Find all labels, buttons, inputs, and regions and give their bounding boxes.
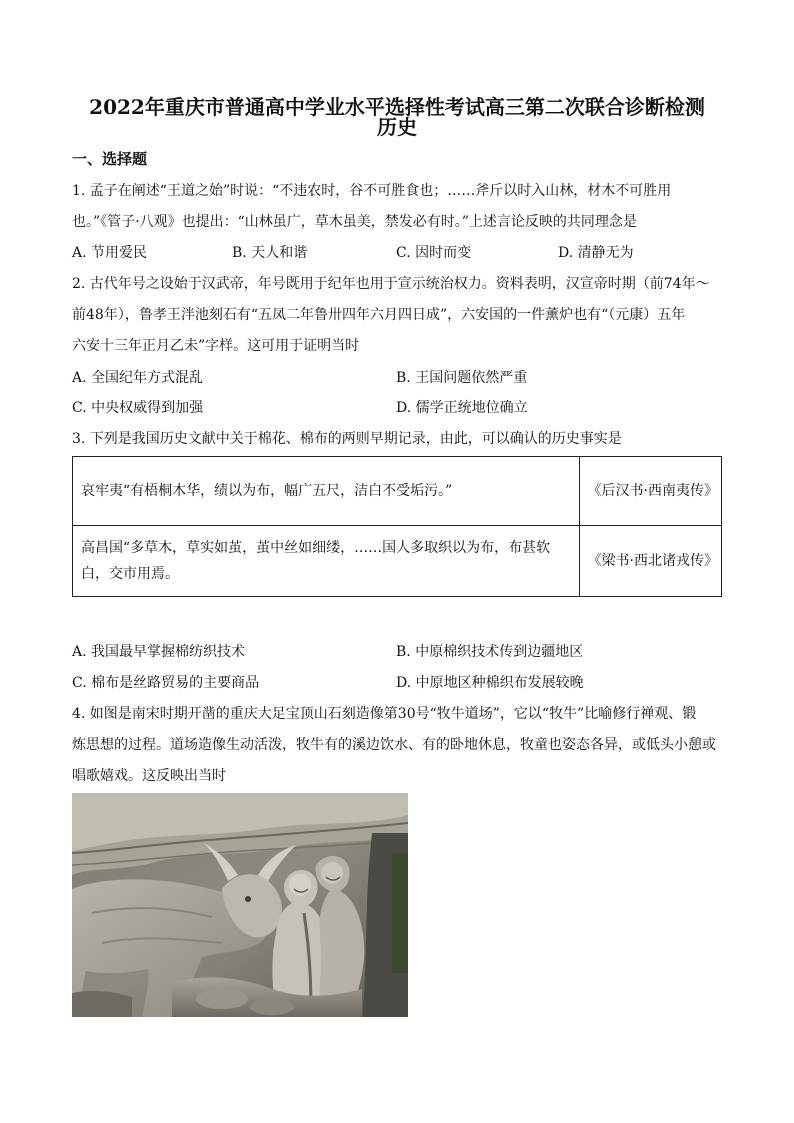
q3-quote-1: 哀牢夷“有梧桐木华，绩以为布，幅广五尺，洁白不受垢污。” (73, 457, 580, 526)
subject-title: 历史 (377, 115, 417, 139)
table-row (73, 526, 722, 597)
q3-quote-2: 高昌国“多草木，草实如茧，茧中丝如细缕，……国人多取织以为布，布甚软白，交市用焉。 (73, 526, 580, 597)
q3-source-2: 《梁书·西北诸戎传》 (579, 526, 721, 597)
q2-option-b[interactable]: B. 王国问题依然严重 (396, 370, 528, 386)
q3-source-table (72, 456, 722, 597)
q3-stem-line-1: 3. 下列是我国历史文献中关于棉花、棉布的两则早期记录，由此，可以确认的历史事实是 (72, 431, 622, 447)
q3-source-1: 《后汉书·西南夷传》 (579, 457, 721, 526)
q1-option-b[interactable]: B. 天人和谐 (232, 245, 308, 261)
exam-title: 2022年重庆市普通高中学业水平选择性考试高三第二次联合诊断检测 (89, 95, 705, 119)
q2-stem-line-3: 六安十三年正月乙未”字样。这可用于证明当时 (72, 338, 360, 354)
q1-stem-line-1: 1. 孟子在阐述“王道之始”时说：“不违农时，谷不可胜食也；……斧斤以时入山林，材木不可胜用 (72, 183, 672, 199)
q4-stem-line-1: 4. 如图是南宋时期开凿的重庆大足宝顶山石刻造像第30号“牧牛道场”，它以“牧牛”比喻修行禅观、锻 (72, 706, 697, 722)
stone-carving-photo (72, 793, 408, 1017)
table-row (73, 457, 722, 526)
q2-stem-line-1: 2. 古代年号之设始于汉武帝，年号既用于纪年也用于宣示统治权力。资料表明，汉宣帝时期（前74年～ (72, 276, 710, 292)
q2-option-d[interactable]: D. 儒学正统地位确立 (396, 400, 528, 416)
section-heading: 一、选择题 (72, 150, 148, 168)
q1-stem-line-2: 也。”《管子·八观》也提出：“山林虽广，草木虽美，禁发必有时。”上述言论反映的共同理念是 (72, 214, 637, 230)
q3-option-a[interactable]: A. 我国最早掌握棉纺织技术 (72, 644, 246, 660)
q1-option-c[interactable]: C. 因时而变 (396, 245, 472, 261)
q4-stem-line-2: 炼思想的过程。道场造像生动活泼，牧牛有的溪边饮水、有的卧地休息，牧童也姿态各异，或低头小憩或 (72, 737, 716, 753)
q1-option-d[interactable]: D. 清静无为 (558, 245, 634, 261)
q1-option-a[interactable]: A. 节用爱民 (72, 245, 148, 261)
q2-option-c[interactable]: C. 中央权威得到加强 (72, 400, 204, 416)
q3-option-b[interactable]: B. 中原棉织技术传到边疆地区 (396, 644, 584, 660)
q2-option-a[interactable]: A. 全国纪年方式混乱 (72, 370, 204, 386)
q3-option-c[interactable]: C. 棉布是丝路贸易的主要商品 (72, 675, 260, 691)
q3-option-d[interactable]: D. 中原地区种棉织布发展较晚 (396, 675, 584, 691)
q2-stem-line-2: 前48年），鲁孝王泮池刻石有“五凤二年鲁卅四年六月四日成”，六安国的一件薰炉也有“（元康）五年 (72, 307, 686, 323)
q4-stem-line-3: 唱歌嬉戏。这反映出当时 (72, 768, 226, 784)
